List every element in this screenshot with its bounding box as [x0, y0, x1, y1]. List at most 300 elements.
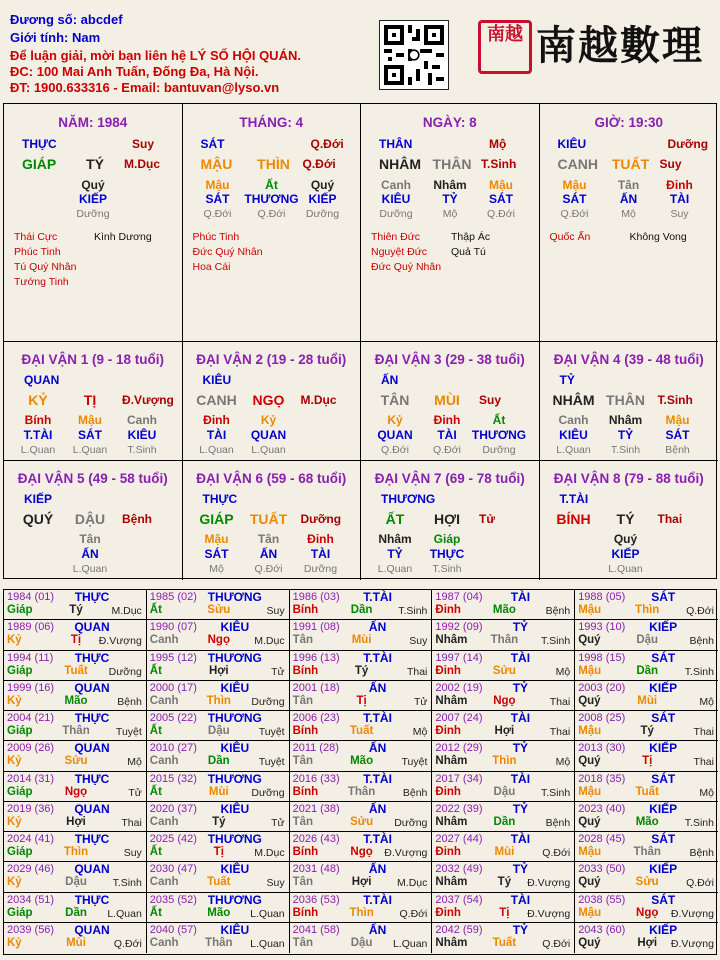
year-cell — [147, 651, 290, 681]
year-branch: Dậu — [636, 634, 659, 647]
year-stem: Bính — [292, 664, 319, 677]
year-cell — [575, 590, 718, 620]
year-cell — [290, 711, 433, 741]
year-stem: Nhâm — [435, 876, 468, 889]
luck-period-cell — [540, 461, 719, 580]
year-stage: Thai — [406, 665, 428, 678]
year-god: TÀI — [510, 771, 531, 786]
year-stem: Bính — [292, 906, 319, 919]
year-stage: Bệnh — [689, 847, 714, 859]
luck-period-title: ĐẠI VẬN 4 (39 - 48 tuổi) — [553, 352, 704, 367]
year-branch: Tị — [642, 755, 653, 768]
year-god: SÁT — [651, 832, 676, 846]
hidden-stem: Tân — [617, 178, 640, 192]
year-stem: Quý — [578, 936, 601, 949]
year-stage: Tuyệt — [258, 726, 285, 738]
year-cell — [4, 651, 147, 681]
year-stage: Đ.Vượng — [527, 877, 571, 890]
year-god: TÀI — [510, 832, 531, 846]
year-label: 1992 (09) — [435, 621, 483, 634]
hidden-stage: Mộ — [209, 563, 224, 575]
hidden-stem: Mậu — [204, 532, 229, 546]
year-label: 2029 (46) — [7, 863, 55, 876]
luck-stem: KỶ — [28, 392, 48, 408]
luck-stem-god: TỶ — [559, 373, 575, 387]
year-branch: Dần — [636, 664, 659, 677]
year-branch: Thân — [347, 785, 376, 798]
year-stem: Mậu — [578, 846, 602, 858]
year-god: TỶ — [512, 620, 529, 635]
year-label: 1988 (05) — [578, 591, 626, 603]
year-god: TÀI — [510, 711, 531, 725]
year-stem: Nhâm — [435, 634, 468, 647]
hidden-god: THƯƠNG — [471, 428, 527, 442]
year-god: THƯƠNG — [207, 892, 262, 907]
year-stem: Mậu — [578, 785, 602, 798]
year-god: THỰC — [74, 832, 110, 846]
hidden-stem: Canh — [558, 413, 589, 427]
year-label: 2017 (34) — [435, 772, 483, 785]
luck-branch: NGỌ — [252, 392, 285, 408]
hidden-stage: L.Quan — [20, 444, 56, 456]
year-branch: Sửu — [64, 755, 88, 768]
year-god: ẤN — [368, 862, 387, 877]
pillar-title: NĂM: 1984 — [58, 115, 128, 130]
year-god: T.TÀI — [363, 590, 392, 604]
year-branch: Sửu — [635, 876, 659, 889]
year-label: 2000 (17) — [149, 681, 197, 694]
year-god: KIÊU — [220, 741, 250, 756]
year-stem: Giáp — [7, 906, 33, 919]
hidden-stem: Mậu — [562, 178, 587, 192]
year-cell — [147, 681, 290, 711]
year-cell — [147, 893, 290, 923]
year-god: THỰC — [74, 650, 110, 665]
year-branch: Thân — [205, 936, 233, 949]
year-god: ẤN — [368, 680, 387, 695]
hidden-stage: L.Quan — [199, 444, 234, 456]
year-cell — [432, 862, 575, 892]
hidden-god: ẤN — [619, 192, 638, 206]
luck-stem-god: ẤN — [381, 373, 399, 387]
year-stem: Đinh — [435, 664, 461, 677]
year-branch: Tý — [640, 725, 654, 737]
year-branch: Dần — [350, 604, 373, 616]
year-stage: Dưỡng — [394, 816, 428, 829]
year-stage: Mộ — [555, 756, 571, 769]
year-branch: Dậu — [65, 876, 87, 889]
pillar-stem: NHÂM — [379, 156, 421, 172]
year-cell — [4, 832, 147, 862]
year-stem: Tân — [292, 815, 314, 828]
hidden-stage: Q.Đới — [381, 444, 409, 456]
year-god: QUAN — [74, 680, 110, 695]
year-stem: Tân — [292, 694, 314, 707]
year-god: KIÊU — [220, 922, 250, 937]
hidden-stage: L.Quan — [72, 563, 108, 575]
year-stem: Nhâm — [435, 755, 468, 768]
year-stem: Mậu — [578, 906, 602, 919]
year-god: T.TÀI — [363, 711, 392, 725]
year-label: 2016 (33) — [292, 772, 340, 785]
hidden-god: ẤN — [259, 547, 278, 561]
star-auspicious: Nguyệt Đức — [371, 246, 428, 258]
year-branch: Tuất — [207, 876, 231, 889]
hidden-god: KIẾP — [308, 192, 337, 206]
year-label: 2026 (43) — [292, 833, 340, 845]
pillar-stage-branch: Q.Đới — [302, 157, 336, 171]
hidden-god: SÁT — [205, 192, 230, 206]
hidden-stage: Mộ — [621, 208, 636, 220]
year-cell — [290, 832, 433, 862]
year-branch: Thìn — [635, 604, 660, 616]
year-cell — [432, 681, 575, 711]
year-label: 2001 (18) — [292, 681, 340, 694]
luck-stem-god: THỰC — [202, 492, 238, 506]
hidden-god: KIÊU — [127, 428, 157, 442]
year-stem: Đinh — [435, 785, 461, 798]
year-stage: Suy — [123, 847, 142, 859]
address: ĐC: 100 Mai Anh Tuấn, Đống Đa, Hà Nội. — [10, 64, 259, 79]
year-label: 2021 (38) — [292, 802, 340, 815]
luck-period-cell — [540, 342, 719, 461]
year-stem: Kỷ — [7, 694, 22, 707]
year-stem: Bính — [292, 785, 319, 798]
hidden-stage: T.Sinh — [610, 444, 641, 456]
hidden-god: KIÊU — [381, 192, 411, 206]
year-stem: Giáp — [7, 846, 33, 858]
year-stage: Tuyệt — [401, 756, 428, 769]
year-branch: Dậu — [493, 785, 516, 798]
year-cell — [432, 832, 575, 862]
year-stem: Mậu — [578, 664, 602, 677]
year-god: ẤN — [368, 922, 387, 937]
year-label: 2028 (45) — [578, 833, 626, 845]
year-label: 2032 (49) — [435, 863, 483, 876]
year-branch: Tị — [499, 906, 510, 919]
hidden-stem: Đinh — [203, 413, 230, 427]
year-stage: Tử — [128, 786, 142, 799]
year-stage: Thai — [549, 695, 571, 708]
year-cell — [4, 741, 147, 771]
year-label: 2042 (59) — [435, 923, 483, 936]
year-stage: M.Dục — [111, 605, 142, 617]
year-branch: Hợi — [637, 936, 658, 949]
pillar-branch: THÌN — [257, 156, 290, 172]
year-branch: Tuất — [492, 936, 517, 949]
year-god: TỶ — [512, 680, 529, 695]
year-cell — [290, 772, 433, 802]
year-cell — [4, 923, 147, 953]
year-god: ẤN — [368, 620, 387, 635]
year-stem: Giáp — [7, 664, 33, 677]
year-branch: Ngọ — [207, 634, 230, 647]
year-stem: Mậu — [578, 604, 602, 616]
year-stem: Nhâm — [435, 936, 468, 949]
year-cell — [575, 832, 718, 862]
year-stage: Dưỡng — [108, 665, 142, 678]
year-label: 2007 (24) — [435, 712, 483, 724]
year-label: 1987 (04) — [435, 591, 483, 603]
hidden-stem: Đinh — [666, 178, 693, 192]
year-stem: Giáp — [7, 725, 33, 737]
year-cell — [4, 802, 147, 832]
year-stage: Bệnh — [545, 605, 571, 617]
year-stem: Mậu — [578, 725, 602, 737]
year-stem: Đinh — [435, 604, 461, 616]
year-label: 1990 (07) — [149, 621, 197, 634]
luck-period-title: ĐẠI VẬN 7 (69 - 78 tuổi) — [374, 471, 525, 486]
year-cell — [147, 590, 290, 620]
luck-period-cell — [4, 461, 183, 580]
hidden-god: KIẾP — [78, 192, 108, 206]
hidden-god: T.TÀI — [23, 428, 53, 442]
year-god: TỶ — [512, 922, 529, 937]
luck-period-cell — [183, 461, 362, 580]
year-label: 1997 (14) — [435, 651, 483, 664]
year-god: THƯƠNG — [207, 590, 262, 604]
year-cell — [290, 862, 433, 892]
year-branch: Sửu — [492, 664, 516, 677]
year-label: 2036 (53) — [292, 893, 340, 906]
gender: Giới tính: Nam — [10, 30, 101, 45]
hidden-god: THỰC — [429, 547, 465, 561]
year-stem: Tân — [292, 755, 314, 768]
year-god: SÁT — [651, 590, 676, 604]
year-god: TÀI — [510, 892, 531, 907]
year-god: KIÊU — [220, 620, 250, 635]
year-branch: Ngọ — [636, 906, 659, 919]
year-branch: Dần — [493, 815, 516, 828]
year-branch: Mão — [207, 906, 231, 919]
year-cell — [432, 772, 575, 802]
year-cell — [147, 741, 290, 771]
year-stage: Dưỡng — [251, 786, 285, 799]
hidden-stage: Q.Đới — [433, 444, 461, 456]
year-label: 1995 (12) — [149, 651, 197, 664]
year-god: KIÊU — [220, 862, 250, 877]
luck-period-title: ĐẠI VẬN 8 (79 - 88 tuổi) — [553, 471, 704, 486]
year-cell — [432, 651, 575, 681]
year-branch: Dần — [207, 755, 230, 768]
year-stem: Quý — [578, 755, 601, 768]
hidden-stage: L.Quan — [608, 563, 643, 575]
hidden-god: TÀI — [437, 428, 457, 442]
year-branch: Mão — [492, 604, 516, 616]
year-god: T.TÀI — [363, 832, 392, 846]
year-branch: Tị — [70, 634, 82, 647]
pillar-stem-god: SÁT — [200, 137, 225, 151]
year-stage: T.Sinh — [684, 816, 714, 829]
year-label: 2024 (41) — [7, 833, 55, 845]
year-label: 2034 (51) — [7, 893, 55, 906]
pillar-cell — [4, 104, 183, 342]
year-god: KIẾP — [649, 862, 678, 877]
star-other: Thập Ác — [451, 231, 491, 243]
year-god: THỰC — [74, 711, 110, 725]
year-god: T.TÀI — [363, 771, 392, 786]
hidden-god: THƯƠNG — [244, 192, 299, 206]
pillar-stage-stem: Suy — [132, 137, 155, 151]
year-god: TÀI — [510, 650, 531, 665]
year-cell — [4, 620, 147, 650]
brand-logo: 南越數理 — [536, 22, 704, 69]
year-cell — [575, 681, 718, 711]
year-god: THƯƠNG — [207, 711, 262, 725]
star-auspicious: Thái Cực — [14, 231, 58, 243]
year-branch: Tý — [212, 815, 226, 828]
year-stage: Mộ — [699, 695, 714, 708]
year-stage: T.Sinh — [684, 665, 714, 678]
hidden-stage: Dưỡng — [305, 208, 340, 220]
year-stem: Kỷ — [7, 815, 22, 828]
year-god: KIẾP — [649, 680, 678, 695]
year-label: 2031 (48) — [292, 863, 340, 876]
year-cell — [432, 923, 575, 953]
hidden-stage: L.Quan — [72, 444, 108, 456]
year-stem: Quý — [578, 815, 601, 828]
hidden-stem: Kỷ — [387, 413, 403, 427]
pillar-stage-stem: Mộ — [489, 137, 507, 151]
year-branch: Ngọ — [493, 694, 516, 707]
year-stage: M.Dục — [254, 635, 285, 648]
year-stage: Thai — [549, 726, 571, 738]
year-stage: Mộ — [412, 726, 428, 738]
year-stage: Suy — [409, 635, 428, 648]
hidden-stem: Mậu — [78, 413, 102, 427]
hidden-god: QUAN — [377, 428, 413, 442]
luck-stem-god: KIẾP — [24, 492, 53, 506]
year-label: 2019 (36) — [7, 802, 55, 815]
hidden-god: TÀI — [310, 547, 331, 561]
year-stage: Đ.Vượng — [98, 635, 142, 648]
star-auspicious: Tú Quý Nhân — [14, 261, 77, 273]
year-god: THỰC — [74, 590, 110, 604]
hidden-stem: Kỷ — [260, 413, 277, 427]
year-stage: Thai — [693, 756, 714, 769]
pillar-stage-stem: Dưỡng — [667, 137, 709, 151]
year-stem: Kỷ — [7, 876, 22, 889]
year-god: TỶ — [512, 862, 529, 877]
year-stem: Bính — [292, 846, 319, 858]
year-stem: Đinh — [435, 846, 461, 858]
year-god: THỰC — [74, 771, 110, 786]
year-stage: Bệnh — [402, 786, 428, 799]
hidden-stem: Quý — [81, 178, 105, 192]
year-god: QUAN — [74, 862, 110, 877]
year-label: 2010 (27) — [149, 742, 197, 755]
year-label: 2011 (28) — [292, 742, 339, 755]
year-stage: Bệnh — [545, 816, 571, 829]
hidden-stage: Mộ — [442, 208, 458, 220]
year-stem: Canh — [149, 634, 179, 647]
year-branch: Mùi — [351, 634, 372, 647]
year-label: 2002 (19) — [435, 681, 483, 694]
year-god: KIẾP — [649, 801, 678, 816]
pillar-stem: MẬU — [200, 156, 233, 172]
hidden-god: KIẾP — [611, 547, 640, 561]
year-branch: Mùi — [66, 936, 86, 949]
year-cell — [432, 893, 575, 923]
year-stem: Ất — [149, 664, 162, 677]
year-stem: Tân — [292, 936, 314, 949]
pillar-stem: CANH — [557, 156, 598, 172]
year-label: 1994 (11) — [7, 651, 54, 664]
year-stem: Kỷ — [7, 936, 22, 949]
star-auspicious: Đức Quý Nhân — [192, 246, 263, 258]
hidden-god: SÁT — [204, 547, 229, 561]
year-stem: Bính — [292, 725, 319, 737]
year-cell — [432, 711, 575, 741]
year-label: 2014 (31) — [7, 772, 55, 785]
luck-stem-god: QUAN — [24, 373, 60, 387]
year-stage: Q.Đới — [399, 907, 428, 920]
luck-period-cell — [361, 461, 540, 580]
year-branch: Thân — [490, 634, 519, 647]
year-label: 2005 (22) — [149, 712, 197, 724]
year-stage: Dưỡng — [251, 695, 285, 708]
pillar-title: NGÀY: 8 — [422, 115, 477, 130]
luck-period-title: ĐẠI VẬN 5 (49 - 58 tuổi) — [17, 471, 168, 486]
year-stage: Mộ — [699, 786, 714, 799]
year-branch: Tuất — [635, 785, 659, 798]
year-label: 2038 (55) — [578, 893, 626, 906]
year-label: 2025 (42) — [149, 833, 197, 845]
pillar-stage-branch: M.Dục — [124, 157, 160, 171]
hidden-stage: Q.Đới — [203, 208, 232, 220]
hidden-stem: Ất — [492, 413, 506, 427]
hidden-stem: Giáp — [433, 532, 461, 546]
year-stem: Ất — [149, 906, 162, 919]
hidden-stem: Canh — [381, 178, 411, 192]
year-stage: L.Quan — [250, 937, 285, 950]
pillar-stem-god: THỰC — [22, 137, 57, 151]
year-stem: Canh — [149, 936, 179, 949]
year-god: KIÊU — [220, 801, 250, 816]
year-stem: Đinh — [435, 725, 461, 737]
luck-stage: Thai — [657, 512, 683, 526]
year-stem: Bính — [292, 604, 319, 616]
bazi-chart — [3, 103, 717, 579]
luck-stage: M.Dục — [300, 393, 337, 407]
year-label: 2030 (47) — [149, 863, 197, 876]
year-stage: L.Quan — [107, 907, 142, 920]
year-god: KIÊU — [220, 680, 250, 695]
hidden-stage: Bệnh — [665, 444, 690, 456]
year-branch: Thìn — [63, 846, 89, 858]
year-cell — [4, 590, 147, 620]
year-stage: Q.Đới — [542, 937, 571, 950]
luck-stage: Đ.Vượng — [122, 393, 174, 407]
luck-stem: CANH — [196, 392, 237, 408]
year-cell — [147, 862, 290, 892]
year-stem: Quý — [578, 876, 601, 889]
year-god: QUAN — [74, 801, 110, 816]
year-label: 2040 (57) — [149, 923, 197, 936]
year-cell — [290, 893, 433, 923]
pillar-stem-god: KIÊU — [557, 137, 587, 151]
luck-period-title: ĐẠI VẬN 6 (59 - 68 tuổi) — [196, 471, 347, 486]
year-stem: Canh — [149, 815, 179, 828]
year-stage: Tuyệt — [115, 726, 142, 738]
hidden-stage: L.Quan — [556, 444, 591, 456]
owner-name: Đương số: abcdef — [10, 12, 123, 27]
year-label: 2020 (37) — [149, 802, 197, 815]
year-stage: Tử — [271, 816, 285, 829]
year-stage: T.Sinh — [541, 635, 571, 648]
luck-stage: Bệnh — [122, 512, 152, 526]
year-branch: Tý — [69, 604, 83, 616]
